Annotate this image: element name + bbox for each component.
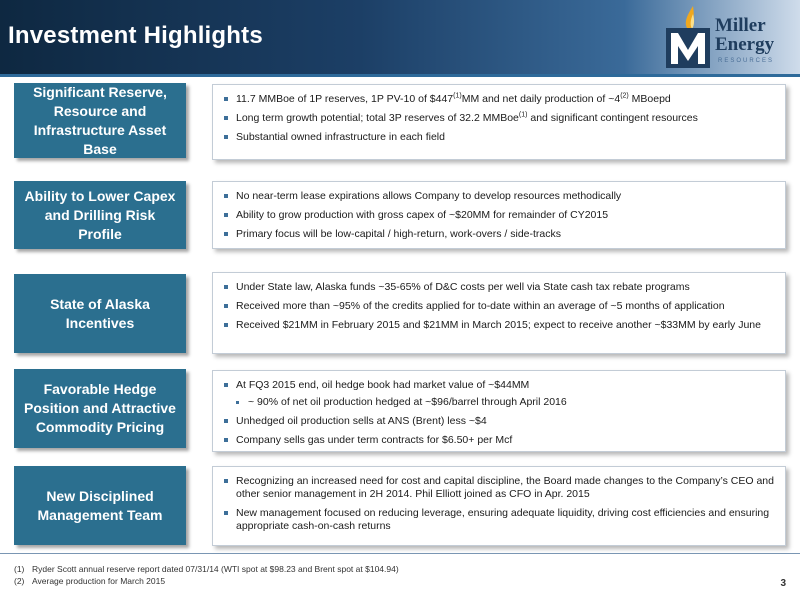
bullet-item: New management focused on reducing leverage, ensuring adequate liquidity, driving cost efficiencies and ensuring appropriate cash-on-cash returns [223, 507, 775, 533]
bullet-item: Substantial owned infrastructure in each field [223, 131, 775, 144]
bullet-item: Ability to grow production with gross capex of ~$20MM for remainder of CY2015 [223, 209, 775, 222]
company-logo [662, 4, 798, 72]
logo-subtitle: RESOURCES [718, 58, 775, 64]
section-label-reserve: Significant Reserve, Resource and Infrastructure Asset Base [14, 83, 186, 158]
sub-bullet-item: ~ 90% of net oil production hedged at ~$96/barrel through April 2016 [235, 396, 775, 409]
bullet-item: Under State law, Alaska funds ~35-65% of D&C costs per well via State cash tax rebate programs [223, 281, 775, 294]
bullet-item: 11.7 MMBoe of 1P reserves, 1P PV-10 of $447$^{(1)}$MM and net daily production of ~4$^{(2)}$ MBoepd [223, 93, 775, 106]
bullet-item: Unhedged oil production sells at ANS (Brent) less ~$4 [223, 415, 775, 428]
section-content-alaska [212, 272, 786, 354]
footnote: (1) Ryder Scott annual reserve report dated 07/31/14 (WTI spot at $98.23 and Brent spot at $104.94) [14, 564, 399, 574]
bullet-item: Primary focus will be low-capital / high-return, work-overs / side-tracks [223, 228, 775, 241]
section-label-hedge: Favorable Hedge Position and Attractive Commodity Pricing [14, 369, 186, 448]
bullet-item: No near-term lease expirations allows Company to develop resources methodically [223, 190, 775, 203]
bullet-item: Company sells gas under term contracts for $6.50+ per Mcf [223, 434, 775, 447]
section-content-hedge [212, 370, 786, 452]
bullet-item: Recognizing an increased need for cost and capital discipline, the Board made changes to the Company’s CEO and other senior management in 2H 2014. Phil Elliott joined as CFO in Apr. 2015 [223, 475, 775, 501]
bullet-item: Received more than ~95% of the credits applied for to-date within an average of ~5 months of application [223, 300, 775, 313]
footnotes [14, 563, 399, 587]
header-rule [0, 74, 800, 77]
page-title: Investment Highlights [8, 22, 263, 49]
page-number: 3 [780, 578, 786, 589]
header-banner [0, 0, 800, 74]
section-content-management [212, 466, 786, 546]
footnote: (2) Average production for March 2015 [14, 576, 166, 586]
bullet-item: Received $21MM in February 2015 and $21MM in March 2015; expect to receive another ~$33MM by early June [223, 319, 775, 332]
section-content-reserve [212, 84, 786, 160]
section-label-alaska: State of Alaska Incentives [14, 274, 186, 353]
logo-wordmark: Miller Energy [715, 15, 775, 55]
bullet-item: Long term growth potential; total 3P reserves of 32.2 MMBoe$^{(1)}$ and significant contingent resources [223, 112, 775, 125]
section-content-capex [212, 181, 786, 249]
bullet-item: At FQ3 2015 end, oil hedge book had market value of ~$44MM [223, 379, 775, 392]
section-label-management: New Disciplined Management Team [14, 466, 186, 545]
section-label-capex: Ability to Lower Capex and Drilling Risk Profile [14, 181, 186, 249]
footer-rule [0, 553, 800, 554]
